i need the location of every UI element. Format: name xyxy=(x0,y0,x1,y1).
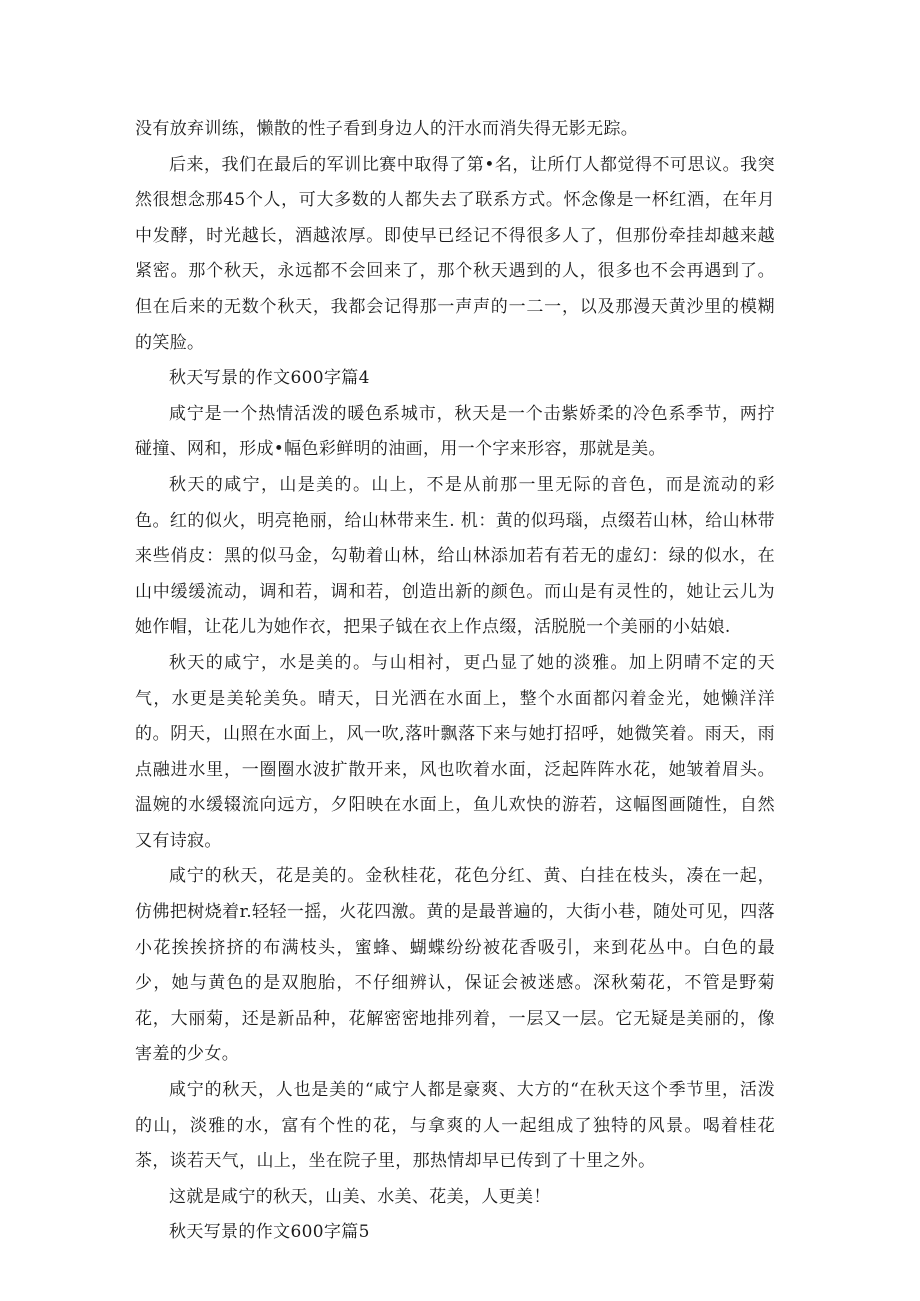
paragraph-6: 咸宁的秋天，花是美的。金秋桂花，花色分红、黄、白挂在枝头，凑在一起，仿佛把树烧着r.轻轻一摇，火花四激。黄的是最普遍的，大街小巷，随处可见，四落小花挨挨挤挤的布满枝头，蜜蜂、蝴蝶纷纷被花香吸引，来到花丛中。白色的最少，她与黄色的是双胞胎，不仔细辨认，保证会被迷感。深秋菊花，不管是野菊花，大丽菊，还是新品种，花解密密地排列着，一层又一层。它无疑是美丽的，像害羞的少女。 xyxy=(135,866,775,1065)
section-heading-4: 秋天写景的作文600字篇4 xyxy=(169,368,370,389)
document-page xyxy=(135,112,775,1251)
paragraph-5: 秋天的咸宁，水是美的。与山相衬，更凸显了她的淡雅。加上阴晴不定的天气，水更是美轮美奂。晴天，日光洒在水面上，整个水面都闪着金光，她懒洋洋的。阴天，山照在水面上，风一吹,落叶飘落下来与她打招呼，她微笑着。雨天，雨点融进水里，一圈圈水波扩散开来，风也吹着水面，泛起阵阵水花，她皱着眉头。温婉的水缓辍流向远方，夕阳映在水面上，鱼儿欢快的游若，这幅图画随性，自然又有诗寂。 xyxy=(135,652,775,851)
paragraph-3: 咸宁是一个热情活泼的暖色系城市，秋天是一个击紫娇柔的冷色系季节，两拧碰撞、网和，形成•幅色彩鲜明的油画，用一个字来形容，那就是美。 xyxy=(135,403,775,460)
paragraph-2: 后来，我们在最后的军训比赛中取得了第•名，让所仃人都觉得不可思议。我突然很想念那45个人，可大多数的人都失去了联系方式。怀念像是一杯红酒，在年月中发酵，时光越长，酒越浓厚。即使早已经记不得很多人了，但那份牵挂却越来越紧密。那个秋天，永远都不会回来了，那个秋天遇到的人，很多也不会再遇到了。但在后来的无数个秋天，我都会记得那一声声的一二一，以及那漫天黄沙里的模糊的笑脸。 xyxy=(135,154,775,353)
paragraph-4: 秋天的咸宁，山是美的。山上，不是从前那一里无际的音色，而是流动的彩色。红的似火，明亮艳丽，给山林带来生. 机：黄的似玛瑙，点缀若山林，给山林带来些俏皮：黑的似马金，勾勒着山林，给山林添加若有若无的虚幻：绿的似水，在山中缓缓流动，调和若，调和若，创造出新的颜色。而山是有灵性的，她让云儿为她作帽，让花儿为她作衣，把果子钺在衣上作点缀，活脱脱一个美丽的小姑娘. xyxy=(135,474,775,638)
section-heading-5: 秋天写景的作文600字篇5 xyxy=(169,1222,370,1243)
paragraph-7: 咸宁的秋天，人也是美的“咸宁人都是豪爽、大方的“在秋天这个季节里，活泼的山，淡雅的水，富有个性的花，与拿爽的人一起组成了独特的风景。喝着桂花茶，谈若天气，山上，坐在院子里，那热情却早已传到了十里之外。 xyxy=(135,1080,775,1172)
paragraph-8: 这就是咸宁的秋天，山美、水美、花美，人更美！ xyxy=(169,1186,551,1207)
paragraph-1: 没有放弃训练，懒散的性子看到身边人的汗水而消失得无影无踪。 xyxy=(135,119,639,139)
